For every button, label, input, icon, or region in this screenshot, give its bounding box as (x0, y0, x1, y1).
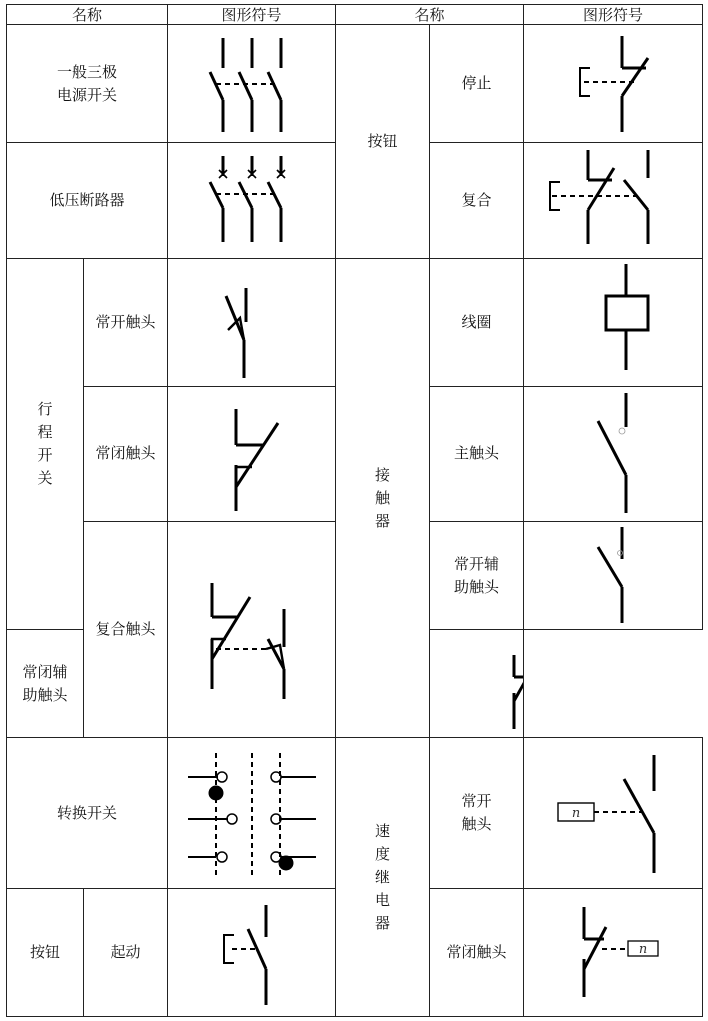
transfer-switch-symbol (168, 738, 336, 888)
compound-contact-icon (168, 523, 336, 737)
speed-no-icon (524, 739, 703, 887)
main-contact-symbol (524, 386, 703, 521)
compound-button-symbol (524, 143, 703, 259)
no-contact-icon (168, 260, 336, 385)
no-contact-symbol (168, 259, 336, 386)
label-compound-contact: 复合触头 (84, 521, 168, 737)
label-no-contact: 常开触头 (84, 259, 168, 386)
stop-button-icon (524, 26, 703, 142)
label-compound: 复合 (430, 143, 524, 259)
label-breaker: 低压断路器 (7, 143, 168, 259)
start-button-icon (168, 889, 336, 1015)
label-main-contact: 主触头 (430, 386, 524, 521)
label-travel-switch: 行 程 开 关 (7, 259, 84, 630)
label-coil: 线圈 (430, 259, 524, 386)
coil-icon (524, 260, 703, 385)
nc-aux-icon (430, 631, 524, 737)
speed-no-symbol (524, 738, 703, 888)
label-button-right: 按钮 (336, 25, 430, 259)
symbol-table (6, 4, 703, 1017)
compound-contact-symbol (168, 521, 336, 737)
label-nc-contact: 常闭触头 (84, 386, 168, 521)
start-button-symbol (168, 888, 336, 1016)
label-stop: 停止 (430, 25, 524, 143)
speed-box-glyph-2: n (638, 942, 648, 958)
header-name-right: 名称 (336, 5, 524, 25)
three-pole-switch-symbol (168, 25, 336, 143)
label-no-aux: 常开辅 助触头 (430, 521, 524, 629)
three-pole-switch-icon (168, 26, 336, 142)
label-contactor: 接 触 器 (336, 259, 430, 738)
compound-button-icon (524, 144, 703, 258)
header-symbol-left: 图形符号 (168, 5, 336, 25)
nc-aux-symbol (430, 630, 524, 738)
nc-contact-icon (168, 387, 336, 520)
label-speed-relay: 速 度 继 电 器 (336, 738, 430, 1017)
label-start: 起动 (84, 888, 168, 1016)
breaker-icon (168, 144, 336, 258)
no-aux-icon (524, 523, 703, 629)
header-symbol-right: 图形符号 (524, 5, 703, 25)
header-name-left: 名称 (7, 5, 168, 25)
no-aux-symbol (524, 521, 703, 629)
label-button-left: 按钮 (7, 888, 84, 1016)
breaker-symbol (168, 143, 336, 259)
nc-contact-symbol (168, 386, 336, 521)
label-nc-aux: 常闭辅 助触头 (7, 630, 84, 738)
label-three-pole-switch: 一般三极 电源开关 (7, 25, 168, 143)
label-speed-nc: 常闭触头 (430, 888, 524, 1016)
stop-button-symbol (524, 25, 703, 143)
transfer-switch-icon (168, 739, 336, 887)
coil-symbol (524, 259, 703, 386)
label-transfer-switch: 转换开关 (7, 738, 168, 888)
main-contact-icon (524, 387, 703, 520)
speed-nc-symbol (524, 888, 703, 1016)
speed-box-glyph: n (571, 806, 581, 822)
label-speed-no: 常开 触头 (430, 738, 524, 888)
speed-nc-icon (524, 889, 703, 1015)
